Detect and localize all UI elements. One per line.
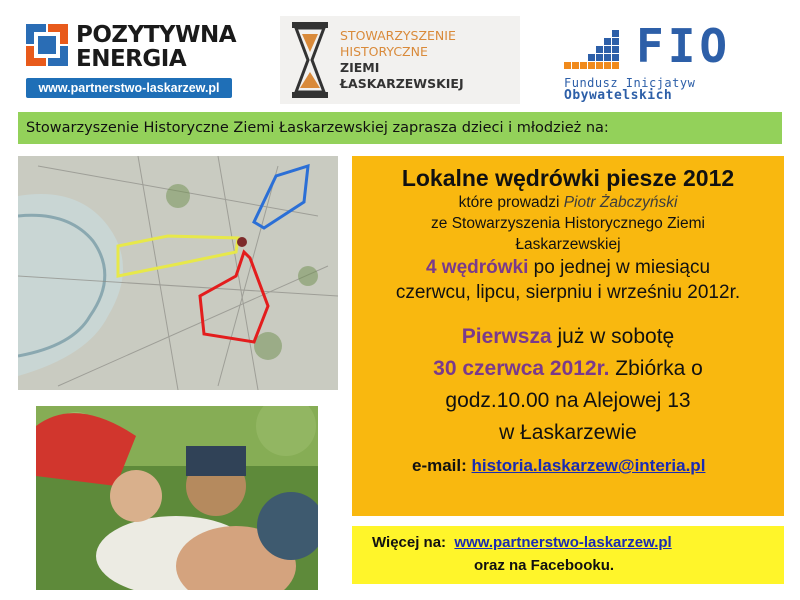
facebook-line: oraz na Facebooku. — [474, 557, 615, 574]
fio-line1: Fundusz Inicjatyw — [564, 76, 696, 90]
energia-word: ENERGIA — [76, 46, 187, 72]
first-hike-line — [352, 321, 784, 353]
children-with-map-photo — [36, 406, 318, 590]
more-label: Więcej na: — [372, 534, 447, 551]
event-title: Lokalne wędrówki piesze 2012 — [401, 165, 735, 191]
fio-word: FIO — [636, 19, 732, 73]
leader-line — [352, 192, 784, 213]
date-highlight: 30 czerwca 2012r. — [433, 357, 610, 380]
hikes-count-highlight: 4 wędrówki — [425, 257, 529, 278]
fio-dots-icon — [560, 28, 626, 76]
society-logo-line1: STOWARZYSZENIE — [340, 28, 456, 43]
hikes-count-line — [352, 255, 784, 280]
invitation-banner: Stowarzyszenie Historyczne Ziemi Łaskarzewskiej zaprasza dzieci i młodzież na: — [18, 112, 782, 144]
email-label: e-mail: — [412, 456, 467, 475]
partnerstwo-url-badge[interactable]: www.partnerstwo-laskarzew.pl — [26, 78, 232, 98]
hikes-count-rest: po jednej w miesiącu — [528, 257, 711, 278]
more-info-row — [372, 534, 672, 551]
months-line: czerwcu, lipcu, sierpniu i wrześniu 2012r. — [395, 282, 741, 303]
hourglass-icon — [292, 22, 328, 98]
society-logo — [280, 16, 520, 104]
society-logo-line2: HISTORYCZNE — [340, 44, 428, 59]
organisation-line2: Łaskarzewskiej — [515, 236, 621, 253]
first-rest: już w sobotę — [551, 325, 675, 348]
date-line — [352, 353, 784, 385]
pozytywna-energia-logo — [26, 20, 236, 100]
organisation-line1: ze Stowarzyszenia Historycznego Ziemi — [431, 215, 705, 232]
fio-logo — [560, 20, 770, 102]
pozytywna-energia-emblem-icon — [26, 24, 70, 68]
email-line — [352, 453, 784, 479]
more-info-box — [352, 526, 784, 584]
leader-name: Piotr Żabczyński — [563, 194, 678, 211]
fio-line2: Obywatelskich — [564, 88, 673, 103]
time-line: godz.10.00 na Alejowej 13 — [445, 389, 691, 412]
event-info-box — [352, 156, 784, 516]
date-rest: Zbiórka o — [609, 357, 703, 380]
leader-prefix: które prowadzi — [458, 194, 564, 211]
society-logo-line4: ŁASKARZEWSKIEJ — [340, 76, 464, 91]
first-highlight: Pierwsza — [461, 325, 552, 348]
pozytywna-word: POZYTYWNA — [76, 22, 237, 48]
society-logo-line3: ZIEMI — [340, 60, 380, 75]
place-line: w Łaskarzewie — [499, 421, 637, 444]
website-link[interactable]: www.partnerstwo-laskarzew.pl — [454, 534, 672, 551]
society-logo-text — [340, 28, 464, 92]
email-link[interactable]: historia.laskarzew@interia.pl — [471, 456, 706, 475]
hiking-routes-map-photo — [18, 156, 338, 390]
